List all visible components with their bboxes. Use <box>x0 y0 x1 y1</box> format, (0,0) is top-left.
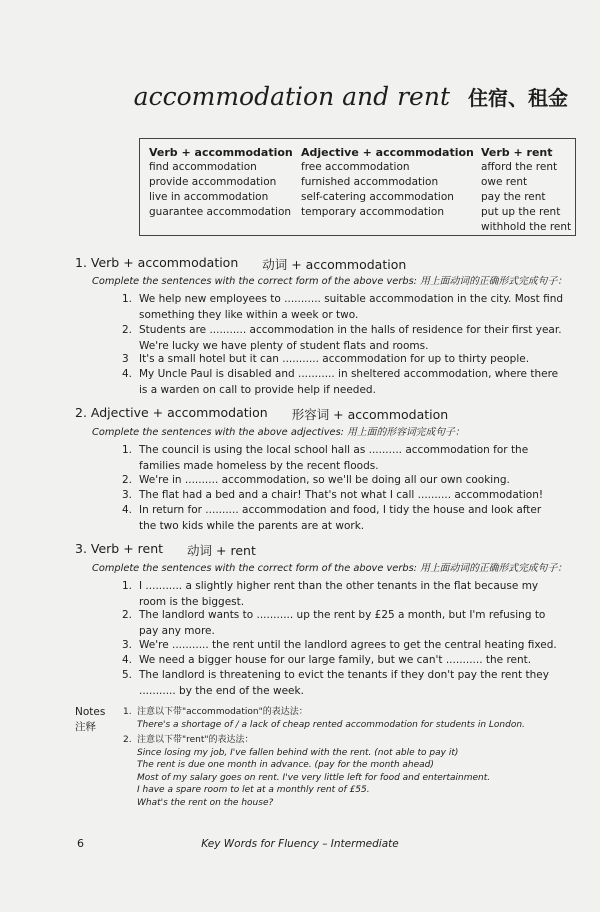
item-line: We're lucky we have plenty of student flats and rooms. <box>139 339 429 352</box>
title-chinese: 住宿、租金 <box>468 86 568 110</box>
item-line: Students are ........... accommodation in the halls of residence for their first year. <box>139 324 562 336</box>
note-line: The rent is due one month in advance. (pay for the month ahead) <box>137 760 434 770</box>
exercise-item <box>122 668 569 699</box>
page-number: 6 <box>77 837 84 850</box>
note-number: 1. <box>123 707 132 717</box>
list-item: furnished accommodation <box>301 176 439 188</box>
item-number: 1. <box>122 580 133 592</box>
item-number: 3. <box>122 489 133 501</box>
exercise-item <box>122 608 569 639</box>
item-number: 4. <box>122 654 133 666</box>
exercise-item <box>122 352 569 368</box>
item-line: something they like within a week or two. <box>139 308 359 321</box>
item-line: I ........... a slightly higher rent than the other tenants in the flat because my <box>139 580 539 592</box>
box-column-verb-rent <box>481 145 571 235</box>
book-title-footer: Key Words for Fluency – Intermediate <box>201 838 399 850</box>
item-line: the two kids while the parents are at work. <box>139 519 365 532</box>
box-column-verb-accommodation <box>149 145 293 220</box>
list-item: owe rent <box>481 176 528 188</box>
item-number: 3 <box>122 353 129 365</box>
item-line: The flat had a bed and a chair! That's not what I call .......... accommodation! <box>139 489 544 501</box>
item-number: 5. <box>122 669 133 681</box>
list-item: afford the rent <box>481 161 558 173</box>
section-heading-zh: 形容词 + accommodation <box>291 407 449 422</box>
item-number: 1. <box>122 293 133 305</box>
section-heading-zh: 动词 + rent <box>187 543 256 558</box>
note-line: Since losing my job, I've fallen behind with the rent. (not able to pay it) <box>137 747 459 758</box>
column-header: Verb + accommodation <box>149 146 293 159</box>
list-item: free accommodation <box>301 161 410 173</box>
item-line: room is the biggest. <box>139 595 245 608</box>
item-number: 4. <box>122 504 133 516</box>
note-line: I have a spare room to let at a monthly rent of £55. <box>137 785 370 795</box>
exercise-item <box>122 473 569 489</box>
section-instruction-2: Complete the sentences with the above adjectives: 用上面的形容词完成句子： <box>92 427 465 438</box>
item-line: We help new employees to ........... suitable accommodation in the city. Most find <box>139 293 564 305</box>
column-header: Adjective + accommodation <box>301 146 474 159</box>
item-number: 3. <box>122 639 133 651</box>
section-heading-zh: 动词 + accommodation <box>262 257 407 272</box>
list-item: guarantee accommodation <box>149 206 292 218</box>
section-heading-text: 2. Adjective + accommodation <box>75 405 268 420</box>
title-english: accommodation and rent <box>133 82 450 111</box>
section-heading-2 <box>75 405 448 423</box>
note-line: 注意以下带"rent"的表达法： <box>137 735 254 745</box>
item-line: My Uncle Paul is disabled and ........... in sheltered accommodation, where there <box>139 368 559 380</box>
item-line: ........... by the end of the week. <box>139 684 304 697</box>
item-line: It's a small hotel but it can ........... accommodation for up to thirty people. <box>139 353 530 365</box>
item-line: The landlord wants to ........... up the rent by £25 a month, but I'm refusing to <box>139 609 546 621</box>
list-item: temporary accommodation <box>301 206 445 218</box>
item-line: is a warden on call to provide help if needed. <box>139 383 376 396</box>
section-heading-1 <box>75 255 406 273</box>
item-line: families made homeless by the recent floods. <box>139 459 379 472</box>
note-line: What's the rent on the house? <box>137 797 274 808</box>
list-item: find accommodation <box>149 161 257 173</box>
list-item: provide accommodation <box>149 176 277 188</box>
section-heading-text: 3. Verb + rent <box>75 541 164 556</box>
item-number: 1. <box>122 444 133 456</box>
note-item <box>123 734 491 809</box>
box-column-adjective-accommodation <box>301 145 474 220</box>
item-line: The landlord is threatening to evict the tenants if they don't pay the rent they <box>139 669 549 681</box>
item-line: In return for .......... accommodation and food, I tidy the house and look after <box>139 504 542 516</box>
exercise-item <box>122 292 569 323</box>
exercise-item <box>122 579 569 610</box>
section-instruction-1: Complete the sentences with the correct form of the above verbs: 用上面动词的正确形式完成句子： <box>92 276 568 287</box>
notes-label-zh: 注释 <box>75 721 96 733</box>
note-item <box>123 706 525 731</box>
notes-label-en: Notes <box>75 706 106 718</box>
item-line: We need a bigger house for our large family, but we can't ........... the rent. <box>139 654 532 666</box>
section-heading-3 <box>75 541 256 559</box>
exercise-item <box>122 503 569 534</box>
section-instruction-3: Complete the sentences with the correct form of the above verbs: 用上面动词的正确形式完成句子： <box>92 563 568 574</box>
note-number: 2. <box>123 735 132 745</box>
list-item: pay the rent <box>481 191 546 203</box>
list-item: put up the rent <box>481 206 561 218</box>
list-item: withhold the rent <box>481 221 572 233</box>
item-line: The council is using the local school hall as .......... accommodation for the <box>139 444 529 456</box>
notes-label <box>75 705 105 735</box>
item-line: We're ........... the rent until the landlord agrees to get the central heating fixed. <box>139 639 557 651</box>
item-number: 2. <box>122 324 133 336</box>
exercise-item <box>122 653 569 669</box>
item-line: We're in .......... accommodation, so we'll be doing all our own cooking. <box>139 474 510 486</box>
collocation-box <box>139 138 576 236</box>
section-heading-text: 1. Verb + accommodation <box>75 255 239 270</box>
note-line: There's a shortage of / a lack of cheap rented accommodation for students in London. <box>137 719 525 730</box>
note-line: Most of my salary goes on rent. I've very little left for food and entertainment. <box>137 772 491 783</box>
item-number: 2. <box>122 609 133 621</box>
exercise-item <box>122 367 569 398</box>
column-header: Verb + rent <box>481 146 553 159</box>
list-item: live in accommodation <box>149 191 269 203</box>
page-title <box>134 82 568 111</box>
exercise-item <box>122 443 569 474</box>
item-number: 2. <box>122 474 133 486</box>
list-item: self-catering accommodation <box>301 191 454 203</box>
exercise-item <box>122 323 569 354</box>
exercise-item <box>122 638 569 654</box>
exercise-item <box>122 488 569 504</box>
item-number: 4. <box>122 368 133 380</box>
item-line: pay any more. <box>139 624 215 637</box>
note-line: 注意以下带"accommodation"的表达法： <box>137 707 308 717</box>
